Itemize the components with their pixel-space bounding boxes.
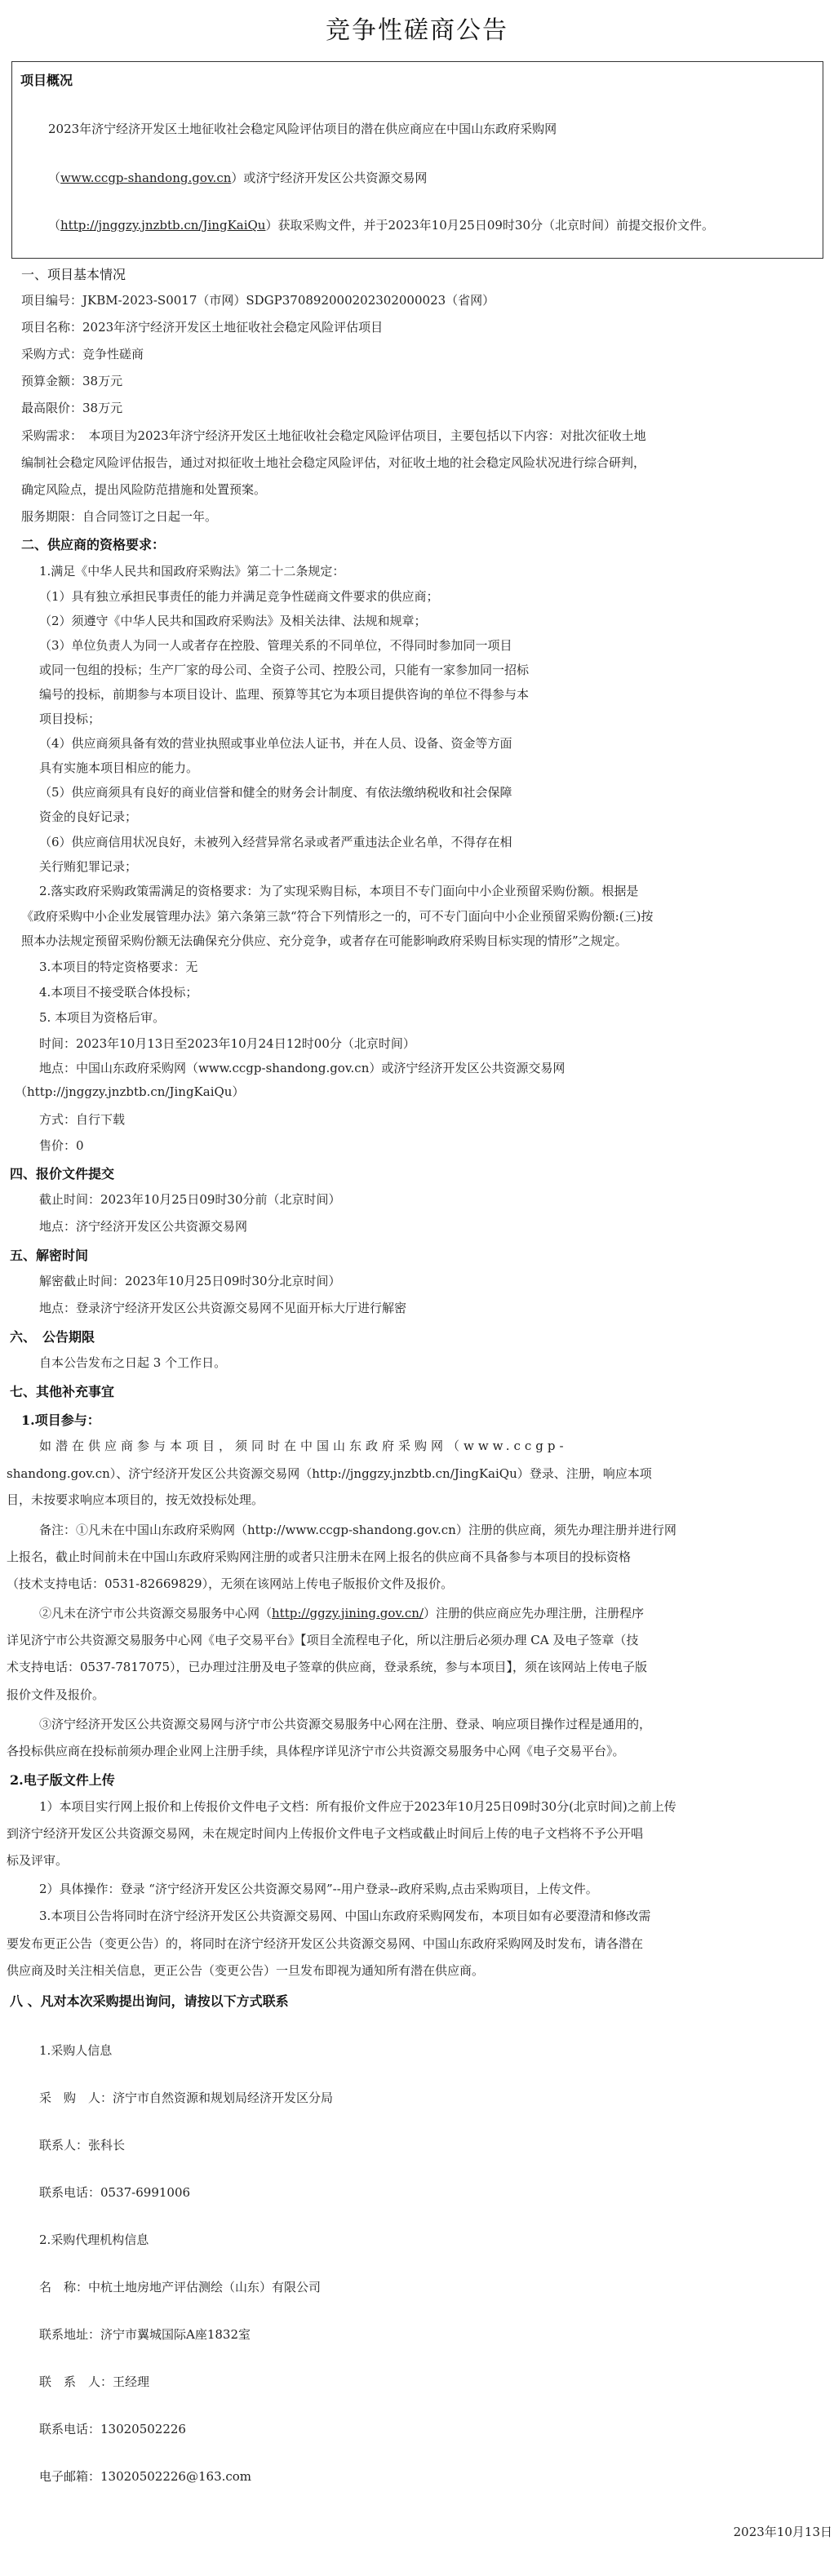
decrypt-deadline: 解密截止时间：2023年10月25日09时30分北京时间）: [39, 1274, 341, 1288]
note-3-line-2: 各投标供应商在投标前须办理企业网上注册手续，具体程序详见济宁市公共资源交易服务中心网《电子交易平台》。: [7, 1744, 625, 1758]
qual-line-3: （2）须遵守《中华人民共和国政府采购法》及相关法律、法规和规章；: [39, 614, 427, 628]
participation-line-2: shandong.gov.cn）、济宁经济开发区公共资源交易网（http://jnggzy.jnzbtb.cn/JingKaiQu）登录、注册，响应本项: [7, 1466, 652, 1481]
agency-address: 联系地址：济宁市翼城国际A座1832室: [39, 2327, 251, 2342]
policy-line-3: 照本办法规定预留采购份额无法确保充分供应、充分竞争，或者存在可能影响政府采购目标实现的情形”之规定。: [21, 933, 628, 948]
acquisition-method: 方式：自行下载: [39, 1112, 126, 1127]
note-2-line-1: ②凡未在济宁市公共资源交易服务中心网（http://ggzy.jining.gov.cn/）注册的供应商应先办理注册，注册程序: [39, 1606, 645, 1621]
upload-line-1: 1）本项目实行网上报价和上传报价文件电子文档：所有报价文件应于2023年10月25日09时30分(北京时间)之前上传: [39, 1799, 677, 1814]
purchaser-phone: 联系电话：0537-6991006: [39, 2185, 191, 2200]
service-period: 服务期限：自合同签订之日起一年。: [21, 509, 218, 524]
participation-subheading: 1.项目参与：: [21, 1412, 100, 1428]
max-price: 最高限价：38万元: [21, 401, 123, 415]
note-2-line-3: 术支持电话：0537-7817075），已办理过注册及电子签章的供应商，登录系统，参与本项目】，须在该网站上传电子版: [7, 1660, 648, 1674]
note-1-line-1: 备注：①凡未在中国山东政府采购网（http://www.ccgp-shandong.gov.cn）注册的供应商，须先办理注册并进行网: [39, 1523, 677, 1537]
upload-line-3: 标及评审。: [7, 1853, 69, 1868]
qual-line-5: 或同一包组的投标；生产厂家的母公司、全资子公司、控股公司，只能有一家参加同一招标: [39, 663, 530, 677]
participation-line-1: 如潜在供应商参与本项目，须同时在中国山东政府采购网（www.ccgp-: [39, 1439, 568, 1453]
announcement-date: 2023年10月13日: [733, 2525, 832, 2539]
upload-line-4: 2）具体操作：登录 “济宁经济开发区公共资源交易网”--用户登录--政府采购,点击采购项目，上传文件。: [39, 1882, 598, 1896]
qual-line-13: 关行贿犯罪记录；: [39, 859, 138, 874]
overview-heading: 项目概况: [20, 73, 73, 88]
specific-qual: 3.本项目的特定资格要求：无: [39, 960, 198, 974]
upload-subheading: 2.电子版文件上传: [10, 1772, 115, 1788]
agency-email: 电子邮箱：13020502226@163.com: [39, 2469, 252, 2484]
jnggzy-link[interactable]: http://jnggzy.jnzbtb.cn/JingKaiQu: [60, 218, 266, 233]
section-1-heading: 一、项目基本情况: [21, 267, 126, 282]
qual-line-12: （6）供应商信用状况良好，未被列入经营异常名录或者严重违法企业名单，不得存在相: [39, 835, 512, 849]
policy-line-1: 2.落实政府采购政策需满足的资格要求：为了实现采购目标，本项目不专门面向中小企业预留采购份额。根据是: [39, 884, 639, 898]
project-number: 项目编号：JKBM-2023-S0017（市网）SDGP370892000202302000023（省网）: [21, 293, 495, 308]
agency-contact: 联 系 人：王经理: [39, 2374, 150, 2389]
publish-line-3: 供应商及时关注相关信息，更正公告（变更公告）一旦发布即视为通知所有潜在供应商。: [7, 1963, 485, 1978]
purchaser-contact: 联系人：张科长: [39, 2138, 126, 2153]
note-2-line-4: 报价文件及报价。: [7, 1687, 105, 1702]
acquisition-url: （http://jnggzy.jnzbtb.cn/JingKaiQu）: [15, 1084, 245, 1099]
publish-line-2: 要发布更正公告（变更公告）的，将同时在济宁经济开发区公共资源交易网、中国山东政府采购网及时发布，请各潜在: [7, 1936, 644, 1951]
section-8-heading: 八 、凡对本次采购提出询问，请按以下方式联系: [10, 1993, 289, 2009]
qual-line-10: （5）供应商须具有良好的商业信誉和健全的财务会计制度、有依法缴纳税收和社会保障: [39, 785, 512, 800]
overview-line-3: （http://jnggzy.jnzbtb.cn/JingKaiQu）获取采购文件，并于2023年10月25日09时30分（北京时间）前提交报价文件。: [48, 218, 715, 233]
overview-line-2: （www.ccgp-shandong.gov.cn）或济宁经济开发区公共资源交易网: [48, 171, 428, 185]
note-3-line-1: ③济宁经济开发区公共资源交易网与济宁市公共资源交易服务中心网在注册、登录、响应项目操作过程是通用的，: [39, 1717, 652, 1731]
project-overview-box: [11, 61, 823, 259]
jining-ggzy-link[interactable]: http://ggzy.jining.gov.cn/: [272, 1606, 424, 1621]
requirement-line-1: 采购需求： 本项目为2023年济宁经济开发区土地征收社会稳定风险评估项目，主要包括以下内容：对批次征收土地: [21, 428, 646, 443]
qual-line-1: 1.满足《中华人民共和国政府采购法》第二十二条规定：: [39, 564, 345, 579]
submit-place: 地点：济宁经济开发区公共资源交易网: [39, 1219, 248, 1234]
post-qualification: 5. 本项目为资格后审。: [39, 1010, 166, 1025]
acquisition-price: 售价：0: [39, 1138, 84, 1153]
agency-name: 名 称：中杭土地房地产评估测绘（山东）有限公司: [39, 2280, 322, 2294]
budget-amount: 预算金额：38万元: [21, 374, 123, 388]
page-title: 竞争性磋商公告: [326, 16, 508, 45]
requirement-line-2: 编制社会稳定风险评估报告，通过对拟征收土地社会稳定风险评估，对征收土地的社会稳定风险状况进行综合研判，: [21, 455, 646, 470]
section-4-heading: 四、报价文件提交: [10, 1166, 115, 1182]
submit-deadline: 截止时间：2023年10月25日09时30分前（北京时间）: [39, 1192, 341, 1207]
agency-info-heading: 2.采购代理机构信息: [39, 2232, 149, 2247]
decrypt-place: 地点：登录济宁经济开发区公共资源交易网不见面开标大厅进行解密: [39, 1301, 407, 1315]
section-7-heading: 七、其他补充事宜: [10, 1384, 115, 1399]
participation-line-3: 目，未按要求响应本项目的，按无效投标处理。: [7, 1492, 264, 1507]
note-1-line-2: 上报名，截止时间前未在中国山东政府采购网注册的或者只注册未在网上报名的供应商不具备参与本项目的投标资格: [7, 1550, 632, 1564]
qual-line-7: 项目投标；: [39, 712, 101, 726]
requirement-line-3: 确定风险点，提出风险防范措施和处置预案。: [21, 482, 267, 497]
no-consortium: 4.本项目不接受联合体投标；: [39, 985, 198, 1000]
acquisition-time: 时间：2023年10月13日至2023年10月24日12时00分（北京时间）: [39, 1036, 415, 1051]
purchaser-info-heading: 1.采购人信息: [39, 2043, 113, 2058]
upload-line-2: 到济宁经济开发区公共资源交易网，未在规定时间内上传报价文件电子文档或截止时间后上传的电子文档将不予公开唱: [7, 1826, 644, 1841]
announcement-period: 自本公告发布之日起 3 个工作日。: [39, 1355, 227, 1370]
acquisition-place: 地点：中国山东政府采购网（www.ccgp-shandong.gov.cn）或济宁经济开发区公共资源交易网: [39, 1061, 566, 1075]
note-1-line-3: （技术支持电话：0531-82669829），无须在该网站上传电子版报价文件及报价。: [7, 1576, 454, 1591]
agency-phone: 联系电话：13020502226: [39, 2422, 186, 2436]
ccgp-link[interactable]: www.ccgp-shandong.gov.cn: [60, 171, 232, 185]
project-name: 项目名称：2023年济宁经济开发区土地征收社会稳定风险评估项目: [21, 320, 384, 335]
section-5-heading: 五、解密时间: [10, 1248, 89, 1263]
qual-line-11: 资金的良好记录；: [39, 809, 138, 824]
qual-line-9: 具有实施本项目相应的能力。: [39, 760, 199, 775]
qual-line-6: 编号的投标，前期参与本项目设计、监理、预算等其它为本项目提供咨询的单位不得参与本: [39, 687, 530, 702]
qual-line-2: （1）具有独立承担民事责任的能力并满足竞争性磋商文件要求的供应商；: [39, 589, 439, 604]
purchaser-name: 采 购 人：济宁市自然资源和规划局经济开发区分局: [39, 2091, 334, 2105]
procurement-method: 采购方式：竞争性磋商: [21, 347, 144, 361]
note-2-line-2: 详见济宁市公共资源交易服务中心网《电子交易平台》【项目全流程电子化，所以注册后必须办理 CA 及电子签章（技: [7, 1633, 639, 1647]
overview-line-1: 2023年济宁经济开发区土地征收社会稳定风险评估项目的潜在供应商应在中国山东政府采购网: [48, 122, 557, 136]
policy-line-2: 《政府采购中小企业发展管理办法》第六条第三款“符合下列情形之一的，可不专门面向中小企业预留采购份额:(三)按: [21, 909, 654, 924]
qual-line-8: （4）供应商须具备有效的营业执照或事业单位法人证书，并在人员、设备、资金等方面: [39, 736, 512, 751]
section-2-heading: 二、供应商的资格要求：: [21, 537, 166, 552]
qual-line-4: （3）单位负责人为同一人或者存在控股、管理关系的不同单位，不得同时参加同一项目: [39, 638, 512, 653]
publish-line-1: 3.本项目公告将同时在济宁经济开发区公共资源交易网、中国山东政府采购网发布，本项目如有必要澄清和修改需: [39, 1909, 651, 1923]
section-6-heading: 六、 公告期限: [10, 1329, 95, 1345]
